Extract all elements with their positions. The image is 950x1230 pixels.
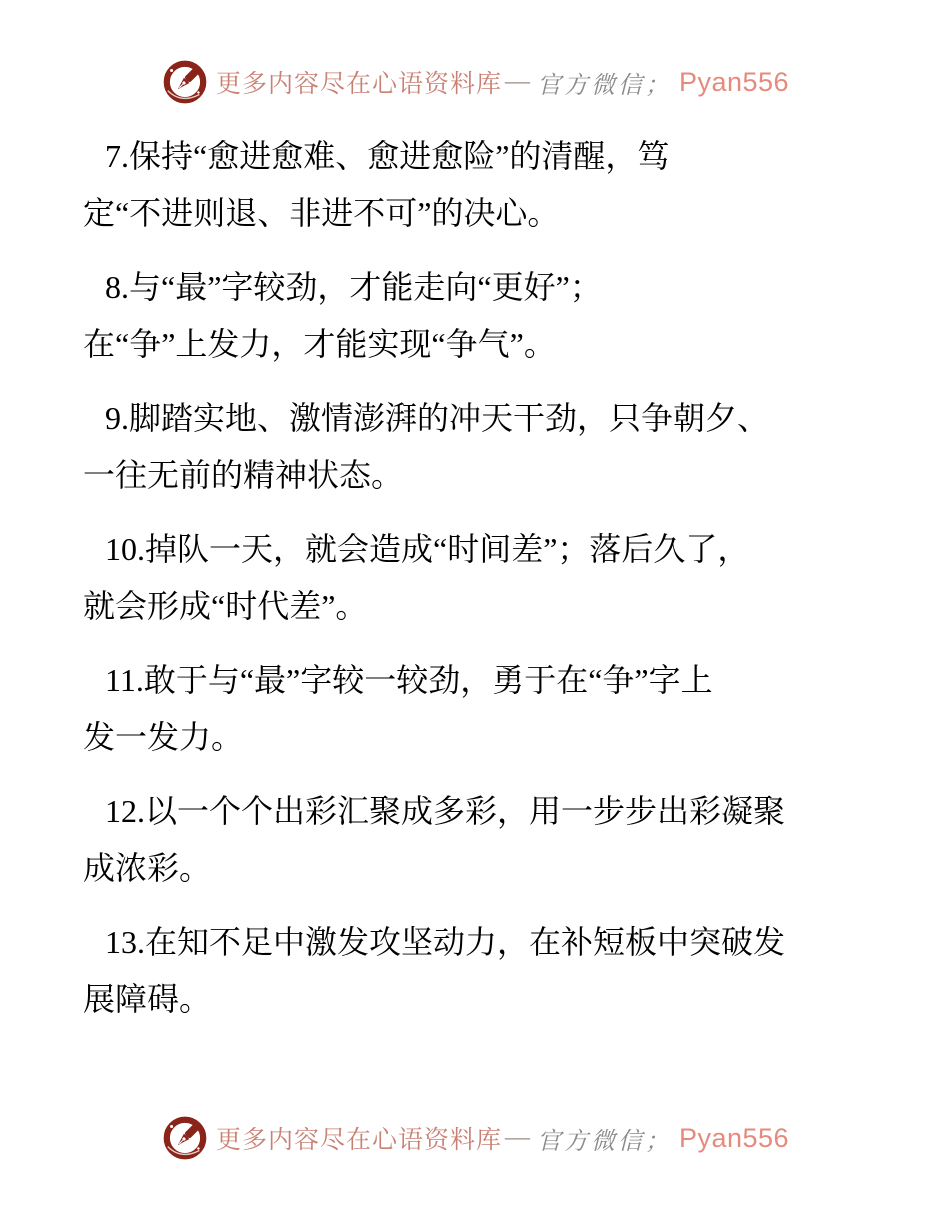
wechat-account: Pyan556 bbox=[678, 1122, 790, 1153]
item-line: 13.在知不足中激发攻坚动力，在补短板中突破发 bbox=[105, 924, 786, 960]
item-line: 12.以一个个出彩汇聚成多彩，用一步步出彩凝聚 bbox=[105, 793, 786, 829]
wechat-label: 官方微信； bbox=[536, 1126, 672, 1155]
footer-watermark bbox=[0, 1112, 950, 1164]
brand-text: 更多内容尽在心语资料库 bbox=[215, 1127, 502, 1154]
wechat-label: 官方微信； bbox=[536, 70, 672, 99]
brand-text: 更多内容尽在心语资料库 bbox=[215, 71, 502, 98]
item-line: 10.掉队一天，就会造成“时间差”；落后久了， bbox=[105, 531, 750, 567]
list-item-7 bbox=[83, 128, 890, 242]
list-item-11 bbox=[83, 652, 890, 766]
separator-dash: — bbox=[504, 68, 530, 95]
document-body bbox=[0, 108, 950, 1028]
item-line: 就会形成“时代差”。 bbox=[83, 588, 368, 624]
pen-swirl-logo-icon bbox=[161, 1114, 209, 1162]
item-line: 11.敢于与“最”字较一较劲，勇于在“争”字上 bbox=[105, 662, 713, 698]
item-line: 8.与“最”字较劲，才能走向“更好”； bbox=[105, 269, 602, 305]
list-item-13 bbox=[83, 914, 890, 1028]
list-item-10 bbox=[83, 521, 890, 635]
item-line: 发一发力。 bbox=[83, 719, 244, 755]
item-line: 一往无前的精神状态。 bbox=[83, 457, 404, 493]
wechat-account: Pyan556 bbox=[678, 66, 790, 97]
item-line: 9.脚踏实地、激情澎湃的冲天干劲，只争朝夕、 bbox=[105, 400, 770, 436]
item-line: 定“不进则退、非进不可”的决心。 bbox=[83, 195, 560, 231]
list-item-12 bbox=[83, 783, 890, 897]
separator-dash: — bbox=[504, 1124, 530, 1151]
list-item-9 bbox=[83, 390, 890, 504]
item-line: 在“争”上发力，才能实现“争气”。 bbox=[83, 326, 556, 362]
item-line: 成浓彩。 bbox=[83, 850, 212, 886]
item-line: 展障碍。 bbox=[83, 981, 212, 1017]
list-item-8 bbox=[83, 259, 890, 373]
pen-swirl-logo-icon bbox=[161, 58, 209, 106]
item-line: 7.保持“愈进愈难、愈进愈险”的清醒，笃 bbox=[105, 138, 670, 174]
header-watermark bbox=[0, 0, 950, 108]
